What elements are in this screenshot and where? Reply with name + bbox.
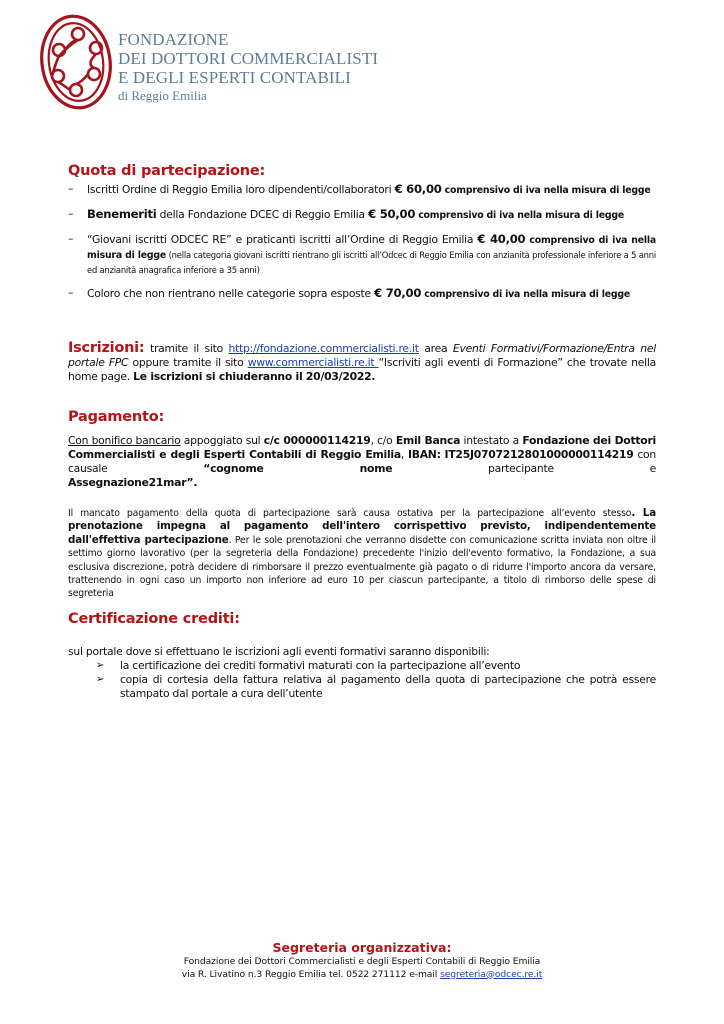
price: € 50,00 — [368, 207, 416, 221]
pagamento-paragraph: Con bonifico bancario appoggiato sul c/c 000000114219, c/o Emil Banca intestato a Fondazione dei Dottori Commercialisti e degli Esperti Contabili di Reggio Emilia, IBAN: IT25J0707212801000000114219 con causale “cognome nome partecipante e Assegnazione21mar”. — [68, 434, 656, 489]
certificazione-section — [68, 645, 656, 701]
arrow-bullet-icon: ➢ — [96, 674, 105, 685]
dash-bullet-icon: – — [68, 286, 74, 299]
brand-line: FONDAZIONE — [118, 30, 229, 49]
price: € 40,00 — [477, 232, 526, 246]
brand-block — [118, 30, 378, 105]
brand-subtitle: di Reggio Emilia — [118, 88, 207, 103]
brand-line: E DEGLI ESPERTI CONTABILI — [118, 68, 351, 87]
quota-list — [68, 182, 656, 311]
pagamento-heading: Pagamento: — [68, 409, 165, 425]
arrow-bullet-icon: ➢ — [96, 660, 105, 671]
fondazione-link[interactable]: http://fondazione.commercialisti.re.it — [228, 342, 419, 355]
price: € 70,00 — [374, 286, 422, 300]
footer — [0, 940, 724, 981]
certificazione-heading: Certificazione crediti: — [68, 611, 240, 627]
iban: IT25J0707212801000000114219 — [444, 448, 634, 461]
quota-item: – “Giovani iscritti ODCEC RE” e praticanti iscritti all’Ordine di Reggio Emilia € 40,00 comprensivo di iva nella misura di legge (nella categoria giovani iscritti rientrano gli iscritti all’Odcec di Reggio Emilia con anzianità professionale inferiore a 5 anni ed anzianità anagrafica inferiore a 35 anni) — [68, 232, 657, 275]
quota-item: – Coloro che non rientrano nelle categorie sopra esposte € 70,00 comprensivo di iva nella misura di legge — [68, 286, 631, 300]
footer-line: Fondazione dei Dottori Commercialisti e degli Esperti Contabili di Reggio Emilia — [183, 956, 541, 967]
certificazione-intro: sul portale dove si effettuano le iscrizioni agli eventi formativi saranno disponibili: — [68, 645, 490, 658]
quota-heading: Quota di partecipazione: — [68, 163, 266, 179]
causale: “cognome nome — [203, 462, 393, 475]
list-item: ➢ la certificazione dei crediti formativi maturati con la partecipazione all’evento — [96, 659, 521, 672]
bank-name: Emil Banca — [395, 434, 461, 447]
footer-line: via R. Livatino n.3 Reggio Emilia tel. 0522 271112 e-mail segreteria@odcec.re.it — [181, 968, 543, 980]
beneficiary: Fondazione dei Dottori Commercialisti e degli Esperti Contabili di Reggio Emilia — [68, 434, 656, 461]
iscrizioni-heading: Iscrizioni: — [68, 340, 145, 356]
footer-title: Segreteria organizzativa: — [272, 940, 452, 955]
quota-item: – Iscritti Ordine di Reggio Emilia loro dipendenti/collaboratori € 60,00 comprensivo di iva nella misura di legge — [68, 182, 651, 196]
price: € 60,00 — [394, 182, 442, 196]
dash-bullet-icon: – — [68, 207, 74, 220]
list-item: ➢ copia di cortesia della fattura relativa al pagamento della quota di partecipazione che potrà essere stampato dal portale a cura dell’utente — [96, 673, 656, 700]
foundation-logo-icon — [38, 12, 114, 112]
email-link[interactable]: segreteria@odcec.re.it — [440, 968, 543, 980]
commercialisti-link[interactable]: www.commercialisti.re.it — [247, 356, 379, 369]
iscrizioni-paragraph: Iscrizioni: tramite il sito http://fondazione.commercialisti.re.it area Eventi Formativi/Formazione/Entra nel portale FPC oppure tramite il sito www.commercialisti.re.it “Iscriviti agli eventi di Formazione” che trovate nella home page. Le iscrizioni si chiuderanno il 20/03/2022. — [68, 340, 656, 383]
dash-bullet-icon: – — [68, 232, 74, 245]
quota-item: – Benemeriti della Fondazione DCEC di Reggio Emilia € 50,00 comprensivo di iva nella misura di legge — [68, 207, 625, 221]
cancellation-note: Il mancato pagamento della quota di partecipazione sarà causa ostativa per la partecipazione all’evento stesso. La prenotazione impegna al pagamento dell'intero corrispettivo previsto, indipendentemente dall'effettiva partecipazione. Per le sole prenotazioni che verranno disdette con comunicazione scritta inviata non oltre il settimo giorno lavorativo (per la segreteria della Fondazione) precedente l'inizio dell'evento formativo, la Fondazione, a sua esclusiva discrezione, potrà decidere di rimborsare il prezzo eventualmente già pagato o di ridurre l'importo ancora da versare, trattenendo in ogni caso un importo non inferiore ad euro 10 per ciascun partecipante, a titolo di rimborso delle spese di segreteria — [68, 507, 657, 600]
brand-line: DEI DOTTORI COMMERCIALISTI — [118, 49, 379, 68]
certificazione-list — [68, 659, 656, 701]
account-number: c/c 000000114219 — [263, 434, 371, 447]
dash-bullet-icon: – — [68, 182, 74, 195]
closing-date: Le iscrizioni si chiuderanno il 20/03/2022. — [133, 370, 376, 383]
